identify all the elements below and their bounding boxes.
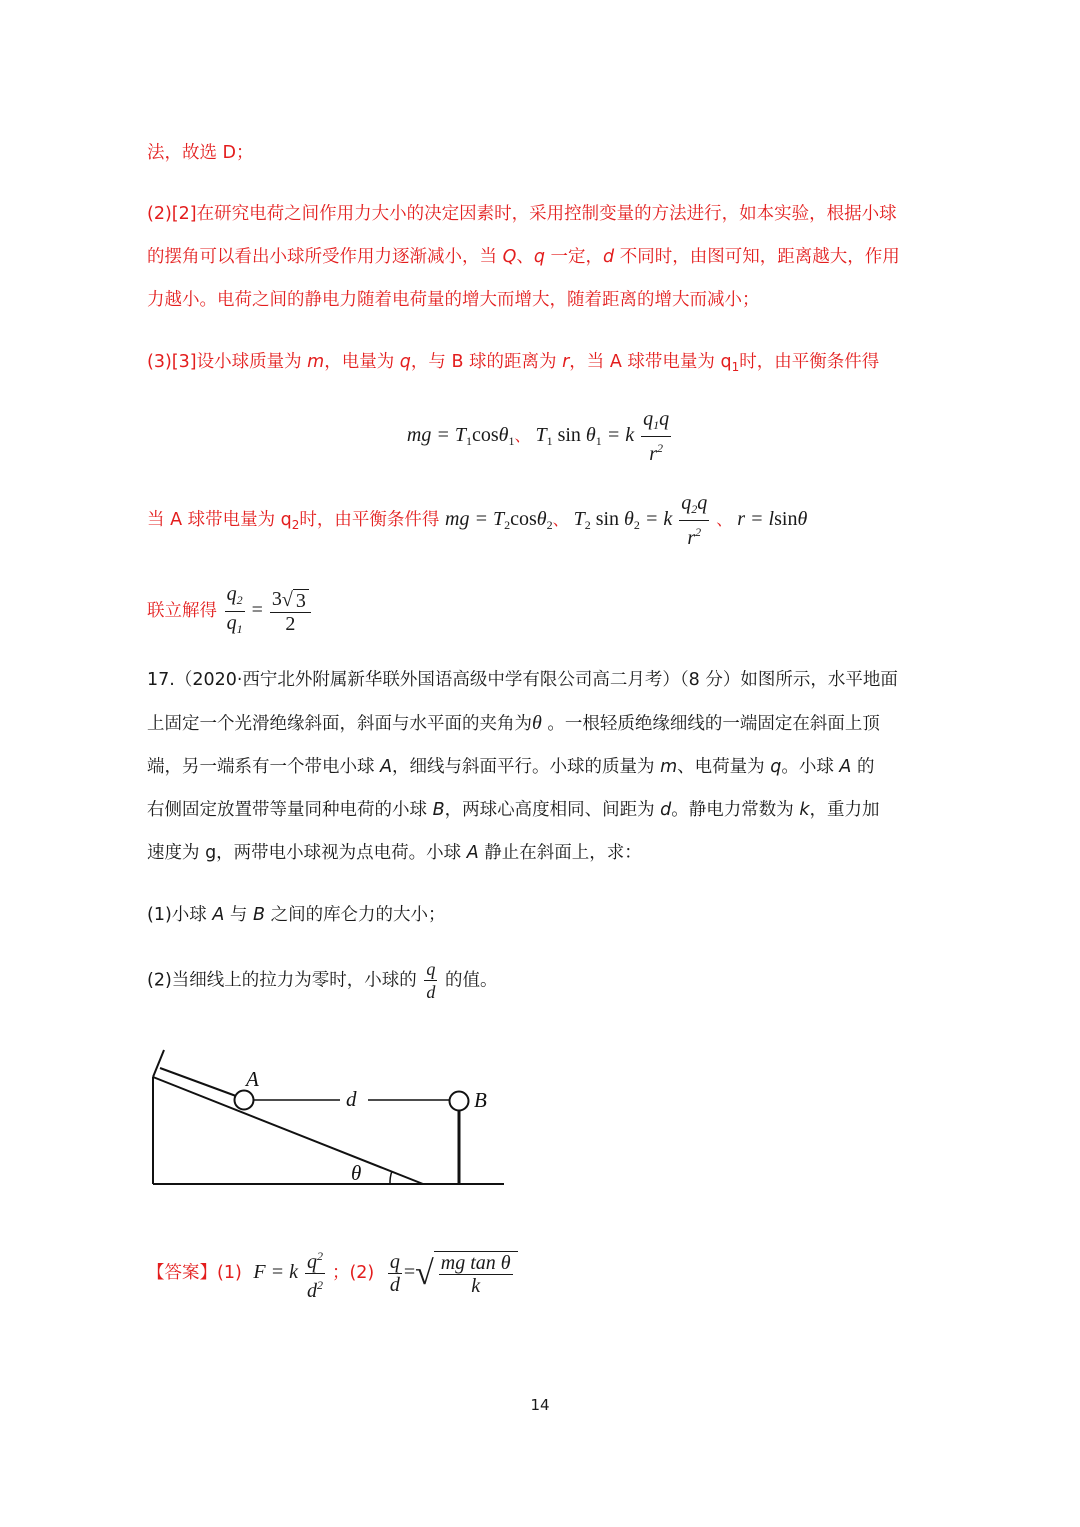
subscript: 1 [236,622,243,636]
eq-term: T [573,508,585,531]
var-B: B [252,905,265,925]
fraction-denominator [225,612,245,640]
fraction-numerator [270,588,311,613]
subscript: 2 [504,518,511,533]
text: 法，故选 D； [147,143,254,163]
subscript: 1 [546,434,553,449]
text: 联立解得 [147,601,217,622]
text: 。一根轻质绝缘细线的一端固定在斜面上顶 [541,714,880,734]
text: 一定， [544,247,604,267]
sqrt: √ 3 [282,589,309,612]
sqrt-content [434,1251,518,1297]
text: 力越小。电荷之间的静电力随着电荷量的增大而增大，随着距离的增大而减小； [147,290,760,310]
subscript: 1 [653,418,660,432]
solution-text-line [147,141,254,165]
text: 时，由平衡条件得 [299,510,440,531]
subscript: 1 [595,434,602,449]
eq-term: θ [585,424,596,447]
fraction-denominator [647,437,665,465]
solution-text-line [147,350,879,379]
sqrt: √ $\frac{\text{mg tan θ}}{k}$ [415,1251,518,1297]
question-1 [147,903,446,927]
problem-text-line [147,798,879,822]
var-r: r [562,352,570,372]
fraction [439,1252,513,1297]
fraction [270,588,311,635]
superscript: 2 [316,1278,323,1292]
label-theta: θ [351,1161,362,1185]
solution-text-line [147,492,807,549]
answer-label: 【答案】 [147,1263,217,1284]
subscript: 1 [731,360,740,374]
text: 的 [851,757,875,777]
var-k: k [799,800,810,820]
fraction [424,958,437,1003]
subscript: 2 [236,593,243,607]
eq-sep: 、 [552,512,569,530]
problem-text-line [147,755,874,779]
eq-term: T [535,424,547,447]
label-B: B [474,1088,487,1112]
fraction-denominator: d [426,982,436,1002]
fraction [388,1251,402,1296]
eq-sep: 、 [716,512,733,530]
fraction-denominator: k [471,1274,481,1297]
sqrt-content: 3 [293,589,309,612]
ball-B [450,1092,469,1111]
incline-figure [140,1040,520,1200]
equation-2 [445,492,808,549]
text: ，细线与斜面平行。小球的质量为 [392,757,661,777]
var-m: m [660,757,678,777]
text: 、电荷量为 [677,757,771,777]
text: 与 [224,905,253,925]
subscript: 1 [508,434,515,449]
text: 之间的库仑力的大小； [265,905,446,925]
eq-term: q [643,408,654,430]
solution-text-line [147,202,897,226]
eq-term: θ [624,508,634,531]
text: ，电量为 [324,352,400,372]
text: ，当 A 球带电量为 q [569,352,732,372]
fraction [679,492,709,549]
text: (1)小球 [147,905,213,925]
text: 时，由平衡条件得 [739,352,880,372]
eq-sep: 、 [514,428,531,446]
fraction-denominator [305,1274,325,1302]
text: 端，另一端系有一个带电小球 [147,757,381,777]
var-q: q [533,247,545,267]
incline-top-stub [153,1050,164,1077]
eq-term: q [226,583,237,605]
eq-term: d [306,1280,317,1302]
text: 、 [516,247,534,267]
label-A: A [246,1067,259,1091]
superscript: 2 [657,441,664,455]
eq-term: r [649,443,658,465]
eq-term: θ [498,424,509,447]
fraction-numerator [679,492,709,521]
fraction [305,1245,325,1302]
fraction-numerator [641,408,671,437]
answer-eq-1 [253,1249,332,1302]
subscript: 1 [465,434,472,449]
eq-term: cos [510,508,537,531]
var-A: A [380,757,393,777]
var-theta: θ [532,712,542,734]
eq-term: r = l [737,508,775,531]
eq-term: = [403,1261,416,1284]
ball-A [235,1091,254,1110]
text: 不同时，由图可知，距离越大，作用 [614,247,900,267]
answer-part-1: (1) [217,1263,242,1284]
solution-text-line [147,288,760,312]
text: 上固定一个光滑绝缘斜面，斜面与水平面的夹角为 [147,714,532,734]
fraction [225,583,245,640]
eq-term: sin [590,508,625,531]
var-m: m [307,352,325,372]
text: 。小球 [781,757,840,777]
fraction-numerator: mg tan θ [440,1251,511,1274]
fraction-denominator: 2 [285,612,296,635]
text: 静止在斜面上，求： [478,843,642,863]
text: ，与 B 球的距离为 [410,352,563,372]
text: 的摆角可以看出小球所受作用力逐渐减小，当 [147,247,497,267]
answer-line [147,1245,518,1302]
eq-term: = k [601,424,635,447]
text: 当 A 球带电量为 q [147,510,292,531]
var-d: d [603,247,615,267]
text: (2)当细线上的拉力为零时，小球的 [147,970,417,991]
fraction-denominator [685,521,703,549]
eq-term: mg = T [406,424,466,447]
superscript: 2 [316,1249,323,1263]
var-B: B [432,800,445,820]
var-A: A [839,757,852,777]
question-2 [147,958,497,1003]
eq-term: F = k [253,1261,298,1284]
fraction [641,408,671,465]
subscript: 2 [691,502,698,516]
angle-arc [390,1171,392,1184]
eq-term: cos [471,424,499,447]
eq-term: 3 [271,588,282,611]
eq-term: sin [552,424,586,447]
incline-slope [153,1077,423,1184]
answer-sep: ； [331,1263,350,1284]
text: 17.（2020·西宁北外附属新华联外国语高级中学有限公司高二月考）（8 分）如图所示，水平地面 [147,670,898,690]
text: 。静电力常数为 [671,800,800,820]
solution-text-line [147,245,900,269]
fraction-numerator: q [389,1251,400,1273]
eq-term: sin [774,508,798,531]
text: (3)[3]设小球质量为 [147,352,308,372]
eq-term: q [226,612,237,634]
eq-term: = k [639,508,673,531]
problem-text-line [147,668,898,692]
answer-eq-2 [386,1251,518,1297]
text: ，重力加 [809,800,880,820]
var-q: q [399,352,411,372]
text: 右侧固定放置带等量同种电荷的小球 [147,800,433,820]
superscript: 2 [695,525,702,539]
text: 速度为 g，两带电小球视为点电荷。小球 [147,843,467,863]
var-q: q [770,757,782,777]
eq-term: q [697,492,708,514]
eq-term: r [687,527,696,549]
fraction-denominator: d [389,1274,400,1296]
eq-term: q [306,1251,317,1273]
eq-term: θ [797,508,808,531]
fraction-numerator: q [426,959,436,979]
var-Q: Q [502,247,517,267]
fraction-numerator [305,1245,325,1274]
subscript: 2 [584,518,591,533]
var-d: d [660,800,672,820]
subscript: 2 [291,518,300,533]
subscript: 2 [633,518,640,533]
problem-text-line [147,711,880,736]
text: (2)[2]在研究电荷之间作用力大小的决定因素时，采用控制变量的方法进行，如本实验，根据小球 [147,204,897,224]
solution-text-line [147,583,313,640]
label-d: d [346,1087,357,1111]
equation-1 [0,408,1080,465]
eq-term: q [659,408,670,430]
var-A: A [466,843,479,863]
problem-text-line [147,841,642,865]
fraction-numerator [225,583,245,612]
text: ，两球心高度相同、间距为 [444,800,661,820]
var-A: A [212,905,225,925]
page-number: 14 [530,1396,550,1414]
string [160,1068,236,1096]
eq-term: θ [536,508,547,531]
eq-term: q [681,492,692,514]
eq-term: mg = T [445,508,505,531]
answer-part-2: (2) [349,1263,375,1284]
subscript: 2 [546,518,553,533]
equation-result: $\frac{q_2}{q_1}$ = 3√ 3 2 [223,599,313,621]
text: 的值。 [444,970,498,991]
